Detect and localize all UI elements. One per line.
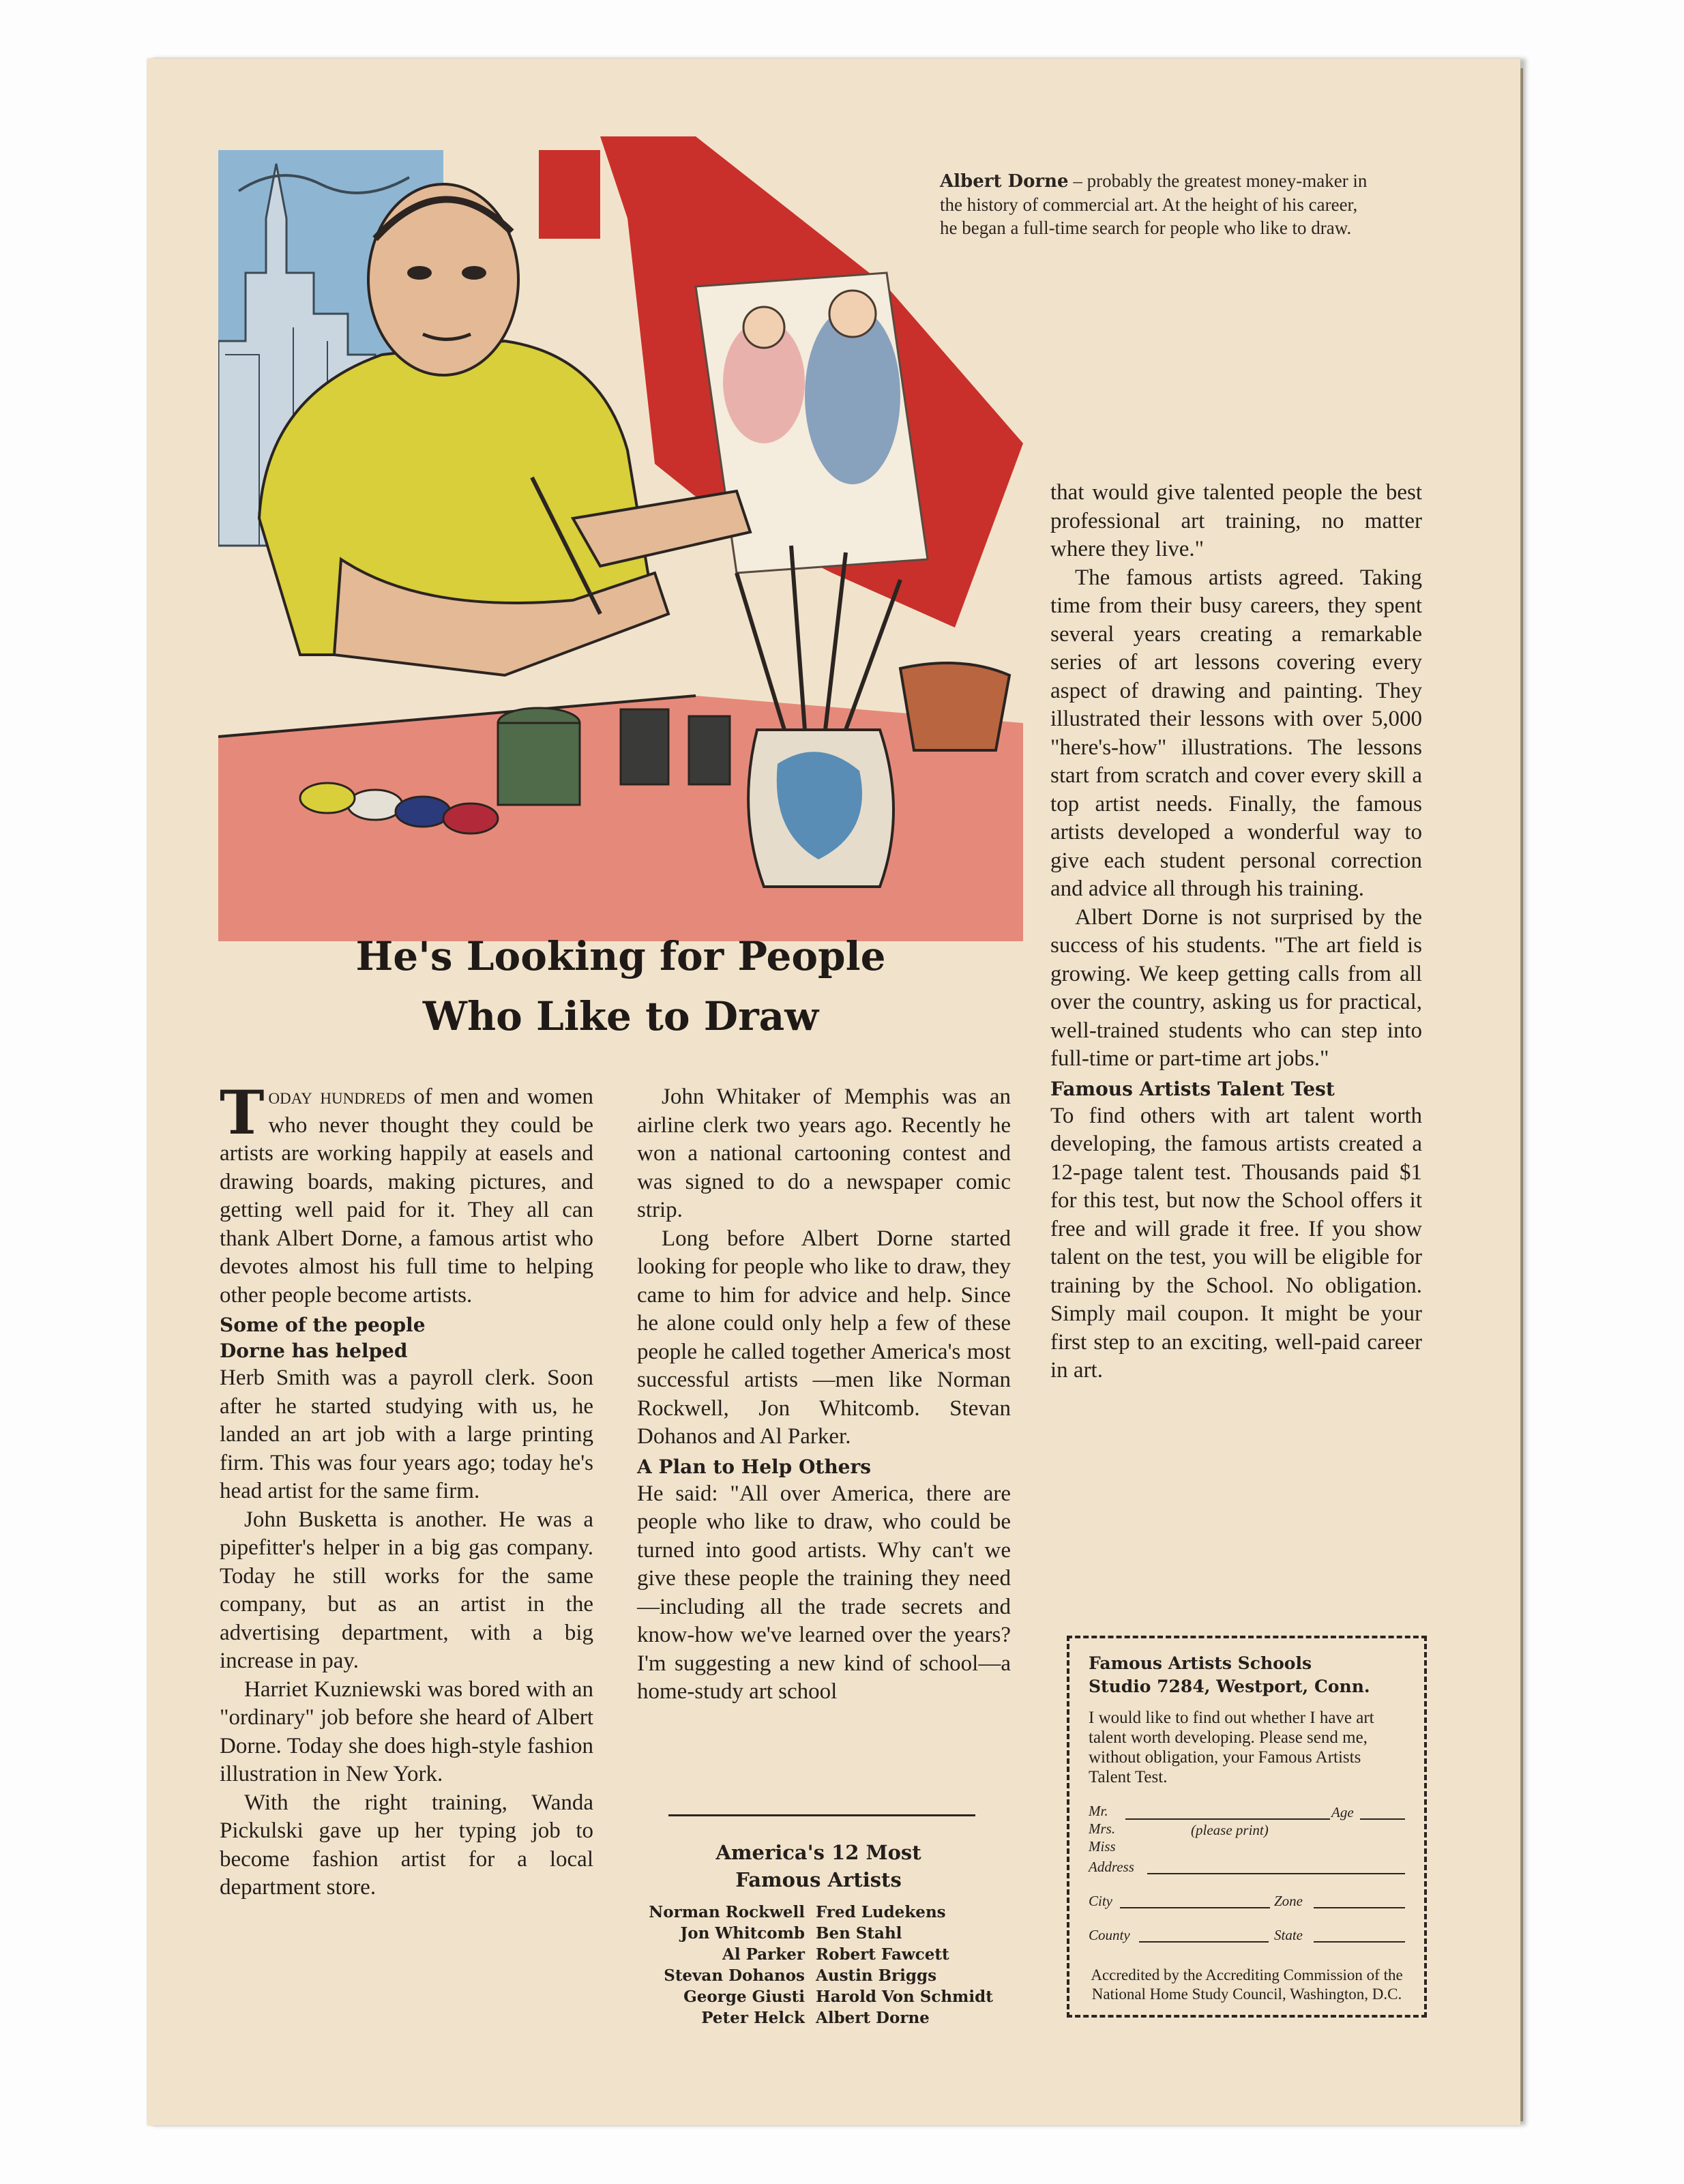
paragraph-herb-smith: Herb Smith was a payroll clerk. Soon after he started studying with us, he landed an art job with a large printing firm. This was four years ago; today he's head artist for the same firm.: [220, 1366, 593, 1503]
artist-name: Robert Fawcett: [816, 1945, 949, 1964]
state-label: State: [1274, 1927, 1303, 1943]
paragraph-long-before: Long before Albert Dorne started looking for people who like to draw, they came to him for advice and help. Since he alone could only help a few of these people he called together America's most successful artists —men like Norman Rockwell, Jon Whitcomb. Stevan Dohanos and Al Parker.: [637, 1226, 1011, 1449]
illustration-caption: [940, 169, 1376, 239]
caption-name: Albert Dorne: [940, 171, 1069, 192]
paragraph-not-surprised: Albert Dorne is not surprised by the success of his students. "The art field is growing. We keep getting calls from all over the country, asking us for practical, well-trained students who can step into full-time or part-time art jobs.": [1050, 904, 1422, 1071]
intro-text: of men and women who never thought they could be artists are working happily at easels and drawing boards, making pictures, and getting well paid for it. They all can thank Albert Dorne, a famous artist who devotes almost his full time to helping other people become artists.: [220, 1084, 593, 1308]
age-line[interactable]: [1360, 1818, 1405, 1820]
zone-label: Zone: [1274, 1893, 1303, 1909]
paragraph-john-busketta: John Busketta is another. He was a pipefitter's helper in a big gas company. Today he still works for the same company, but as an artist in the advertising department, with a big increase in pay.: [220, 1507, 593, 1673]
famous-title-line-2: Famous Artists: [735, 1868, 902, 1891]
address-label: Address: [1089, 1859, 1134, 1875]
subhead-people-helped-2: Dorne has helped: [220, 1340, 408, 1362]
caption-text: – probably the greatest money-maker in the history of commercial art. At the height of his career, he began a full-time search for people who like to draw.: [940, 171, 1368, 238]
paragraph-talent-test: To find others with art talent worth developing, the famous artists created a 12-page talent test. Thousands paid $1 for this test, but now the School offers it free and will grade it free. If you show talent on the test, you will be eligible for training by the School. No obligation. Simply mail coupon. It might be your first step to an exciting, well-paid career in art.: [1050, 1103, 1422, 1383]
name-line[interactable]: [1125, 1818, 1330, 1820]
famous-title-line-1: America's 12 Most: [715, 1841, 921, 1864]
artist-name: Albert Dorne: [816, 2009, 930, 2027]
city-line[interactable]: [1120, 1907, 1270, 1908]
zone-line[interactable]: [1314, 1907, 1405, 1908]
artist-name: Peter Helck: [701, 2009, 805, 2027]
coupon-school-name: Famous Artists Schools: [1089, 1653, 1312, 1673]
famous-artists-list: [634, 1902, 1030, 2028]
mail-coupon[interactable]: [1067, 1636, 1427, 2018]
paragraph-harriet: Harriet Kuzniewski was bored with an "ordinary" job before she heard of Albert Dorne. Today she does high-style fashion illustration in New York.: [220, 1677, 593, 1786]
mr-label: Mr.: [1089, 1803, 1108, 1819]
name-field[interactable]: [1089, 1802, 1405, 1858]
article-column-1: [220, 1077, 593, 1902]
intro-paragraph: [220, 1077, 593, 1310]
article-column-3: [1050, 479, 1422, 1385]
artist-name: Jon Whitcomb: [680, 1924, 805, 1943]
paragraph-he-said: He said: "All over America, there are people who like to draw, who could be turned into good artists. Why can't we give these people the training they need—including all the trade secrets and know-how we've learned over the years? I'm suggesting a new kind of school—a home-study art school: [637, 1481, 1011, 1704]
paragraph-wanda: With the right training, Wanda Pickulski gave up her typing job to become fashion artist for a local department store.: [220, 1790, 593, 1900]
artist-illustration: [218, 136, 1023, 941]
county-field[interactable]: [1089, 1926, 1405, 1953]
city-label: City: [1089, 1893, 1112, 1909]
headline-line-1: He's Looking for People: [355, 933, 886, 979]
age-label: Age: [1331, 1804, 1354, 1820]
coupon-studio-address: Studio 7284, Westport, Conn.: [1089, 1677, 1370, 1696]
lead-caps: oday hundreds: [268, 1084, 406, 1109]
subhead-plan: A Plan to Help Others: [637, 1455, 872, 1478]
artist-name: Norman Rockwell: [649, 1903, 805, 1921]
artist-name: Austin Briggs: [816, 1966, 937, 1985]
drop-cap: T: [220, 1077, 265, 1148]
artist-head: [368, 184, 518, 375]
artist-name: Harold Von Schmidt: [816, 1988, 993, 2006]
artist-name: Al Parker: [722, 1945, 805, 1964]
address-field[interactable]: [1089, 1858, 1405, 1888]
artist-name: Stevan Dohanos: [664, 1966, 805, 1985]
county-line[interactable]: [1139, 1941, 1269, 1943]
subhead-people-helped-1: Some of the people: [220, 1314, 426, 1336]
please-print-label: (please print): [1191, 1822, 1269, 1838]
famous-artists-title: [634, 1839, 1003, 1893]
paragraph-talented-people: that would give talented people the best professional art training, no matter where they live.": [1050, 480, 1422, 561]
mrs-label: Mrs.: [1089, 1820, 1116, 1837]
coupon-request-text: I would like to find out whether I have art talent worth developing. Please send me, without obligation, your Famous Artists Talent Test.: [1089, 1709, 1374, 1786]
address-line[interactable]: [1147, 1873, 1405, 1874]
paragraph-artists-agreed: The famous artists agreed. Taking time from their busy careers, they spent several years creating a remarkable series of art lessons covering every aspect of drawing and painting. They illustrated their lessons with over 5,000 "here's-how" illustrations. The lessons start from scratch and cover every skill a top artist needs. Finally, the famous artists developed a wonderful way to give each student personal correction and advice all through his training.: [1050, 565, 1422, 901]
bowl: [900, 663, 1009, 750]
city-field[interactable]: [1089, 1892, 1405, 1926]
artist-name: George Giusti: [683, 1988, 805, 2006]
artist-name: Fred Ludekens: [816, 1903, 946, 1921]
county-label: County: [1089, 1927, 1130, 1943]
paragraph-john-whitaker: John Whitaker of Memphis was an airline clerk two years ago. Recently he won a national cartooning contest and was signed to do a newspaper comic strip.: [637, 1084, 1011, 1222]
ink-bottle: [621, 709, 668, 784]
subhead-talent-test: Famous Artists Talent Test: [1050, 1077, 1335, 1100]
state-line[interactable]: [1314, 1941, 1405, 1943]
artist-name: Ben Stahl: [816, 1924, 902, 1943]
miss-label: Miss: [1089, 1838, 1116, 1855]
page-title: [225, 926, 1016, 1046]
accreditation-text: Accredited by the Accrediting Commission of the National Home Study Council, Washington, D.C.: [1091, 1966, 1403, 2003]
divider: [668, 1814, 975, 1816]
article-column-2: [637, 1083, 1011, 1707]
headline-line-2: Who Like to Draw: [422, 993, 819, 1039]
